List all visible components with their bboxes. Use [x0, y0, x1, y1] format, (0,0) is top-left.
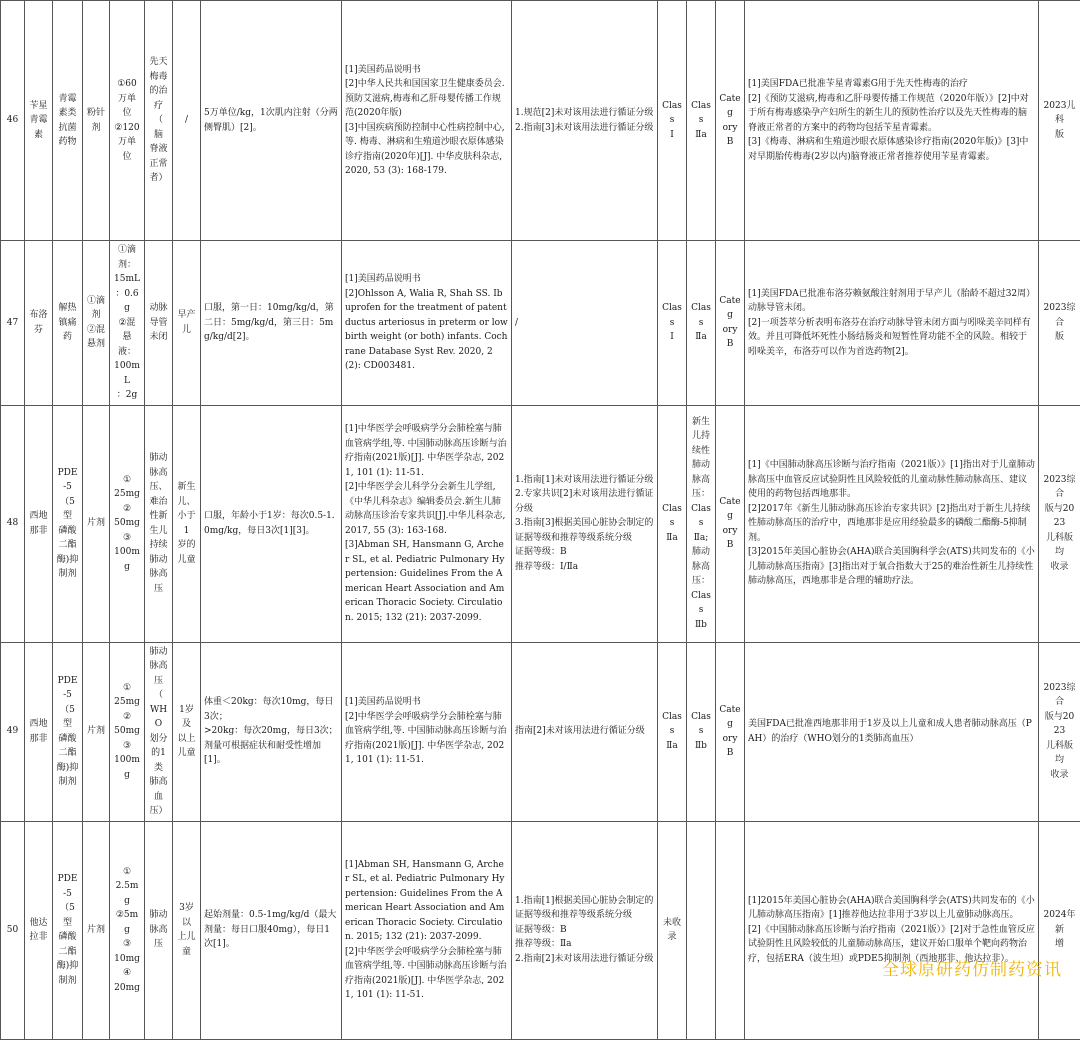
evidence-grading: 指南[2]未对该用法进行循证分级	[512, 642, 658, 821]
references: [1]中华医学会呼吸病学分会肺栓塞与肺血管病学组,等. 中国肺动脉高压诊断与治疗指南(2021版)[J]. 中华医学杂志, 2021, 101 (1): 11-51. [2]中华医学会儿科学分会新生儿学组,《中华儿科杂志》编辑委员会.新生儿肺动脉高压诊治专家共识[J].中华儿科杂志,2017, 55 (3): 163-168. [3]Abman SH, Hansmann G, Archer SL, et al. Pediatric Pulmonary Hypertension: Guidelines From the American Heart Association and American Thoracic Society. Circulation. 2015; 132 (21): 2037-2099.	[342, 405, 512, 642]
dosage-form: 片剂	[83, 642, 110, 821]
references: [1]美国药品说明书 [2]Ohlsson A, Walia R, Shah SS. Ibuprofen for the treatment of patent ductus arteriosus in preterm or low birth weight (or both) infants. Cochrane Database Syst Rev. 2020, 2 (2): CD003481.	[342, 241, 512, 406]
drug-name: 他达 拉非	[25, 821, 53, 1039]
references: [1]美国药品说明书 [2]中华人民共和国国家卫生健康委员会.预防艾滋病,梅毒和乙肝母婴传播工作规范(2020年版) [3]中国疾病预防控制中心性病控制中心,等. 梅毒、淋病和生殖道沙眼衣原体感染诊疗指南(2020年)[J]. 中华皮肤科杂志, 2020, 53 (3): 168-179.	[342, 1, 512, 241]
evidence-grading: 1.指南[1]根据美国心脏协会制定的证据等级和推荐等级系统分级 证据等级：B 推荐等级：Ⅱa 2.指南[2]未对该用法进行循证分级	[512, 821, 658, 1039]
drug-name: 苄星 青霉 素	[25, 1, 53, 241]
dosage: 体重＜20kg：每次10mg，每日3次； >20kg：每次20mg，每日3次；剂量可根据症状和耐受性增加[1]。	[201, 642, 342, 821]
drug-class: PDE-5 （5型 磷酸 二酯 酶)抑 制剂	[53, 642, 83, 821]
effect-class: Class Ⅱa	[658, 642, 687, 821]
evidence-level: Categ ory B	[716, 405, 745, 642]
drug-class: 青霉 素类 抗菌 药物	[53, 1, 83, 241]
effect-class: Class Ⅰ	[658, 1, 687, 241]
evidence-grading: 1.指南[1]未对该用法进行循证分级 2.专家共识[2]未对该用法进行循证分级 3.指南[3]根据美国心脏协会制定的证据等级和推荐等级系统分级 证据等级：B 推荐等级：Ⅰ/Ⅱa	[512, 405, 658, 642]
dosage: 口服，年龄小于1岁：每次0.5-1.0mg/kg，每日3次[1][3]。	[201, 405, 342, 642]
indication: 肺动 脉高 压、 难治 性新 生儿 持续 肺动 脉高 压	[145, 405, 173, 642]
table-row	[1, 642, 1080, 821]
dosage: 起始剂量：0.5-1mg/kg/d（最大剂量：每日口服40mg），每日1次[1]。	[201, 821, 342, 1039]
recommend-class: Class Ⅱa	[687, 1, 716, 241]
indication: 先天 梅毒 的治 疗 （ 脑 脊液 正常 者）	[145, 1, 173, 241]
effect-class: Class Ⅰ	[658, 241, 687, 406]
row-number: 46	[1, 1, 25, 241]
evidence-level: Categ ory B	[716, 1, 745, 241]
version: 2024年新 增	[1039, 821, 1080, 1039]
recommend-class: Class Ⅱb	[687, 642, 716, 821]
age-group: 早产 儿	[173, 241, 201, 406]
drug-class: PDE-5 （5型 磷酸 二酯 酶)抑 制剂	[53, 405, 83, 642]
table-row	[1, 1, 1080, 241]
version: 2023综合 版	[1039, 241, 1080, 406]
age-group: 1岁及 以上 儿童	[173, 642, 201, 821]
evidence-grading: 1.规范[2]未对该用法进行循证分级 2.指南[3]未对该用法进行循证分级	[512, 1, 658, 241]
notes: 美国FDA已批准西地那非用于1岁及以上儿童和成人患者肺动脉高压（PAH）的治疗（WHO划分的1类肺高血压）	[745, 642, 1039, 821]
table-body	[1, 1, 1080, 1040]
specification: ①滴 剂： 15mL ：0.6g ②混 悬 液： 100mL ：2g	[110, 241, 145, 406]
age-group: 新生 儿、 小于1 岁的 儿童	[173, 405, 201, 642]
evidence-grading: /	[512, 241, 658, 406]
table-row	[1, 241, 1080, 406]
drug-class: PDE-5 （5型 磷酸 二酯 酶)抑 制剂	[53, 821, 83, 1039]
row-number: 48	[1, 405, 25, 642]
age-group: 3岁以 上儿 童	[173, 821, 201, 1039]
evidence-level: Categ ory B	[716, 642, 745, 821]
specification: ① 2.5mg ②5mg ③ 10mg ④ 20mg	[110, 821, 145, 1039]
references: [1]Abman SH, Hansmann G, Archer SL, et al. Pediatric Pulmonary Hypertension: Guidelines From the American Heart Association and American Thoracic Society. Circulation. 2015; 132 (21): 2037-2099. [2]中华医学会呼吸病学分会肺栓塞与肺血管病学组,等. 中国肺动脉高压诊断与治疗指南(2021版)[J]. 中华医学杂志, 2021, 101 (1): 11-51.	[342, 821, 512, 1039]
specification: ① 25mg ② 50mg ③ 100mg	[110, 642, 145, 821]
row-number: 49	[1, 642, 25, 821]
dosage-form: 粉针 剂	[83, 1, 110, 241]
notes: [1]美国FDA已批准苄星青霉素G用于先天性梅毒的治疗 [2]《预防艾滋病,梅毒和乙肝母婴传播工作规范（2020年版）》[2]中对于所有梅毒感染孕产妇所生的新生儿的预防性治疗以及先天性梅毒的脑脊液正常者的方案中的药物均包括苄星青霉素。 [3]《梅毒、淋病和生殖道沙眼衣原体感染诊疗指南(2020年版)》[3]中对早期胎传梅毒(2岁以内)脑脊液正常者推荐使用苄星青霉素。	[745, 1, 1039, 241]
version: 2023综合 版与2023 儿科版均 收录	[1039, 642, 1080, 821]
dosage: 5万单位/kg，1次肌内注射（分两侧臀肌）[2]。	[201, 1, 342, 241]
notes: [1]《中国肺动脉高压诊断与治疗指南（2021版）》[1]指出对于儿童肺动脉高压中血管反应试验阴性且风险较低的儿童动脉性肺动脉高压、建议使用的药物包括西地那非。 [2]2017年《新生儿肺动脉高压诊治专家共识》[2]指出对于新生儿持续性肺动脉高压的治疗中，西地那非是应用经验最多的磷酸二酯酶-5抑制剂。 [3]2015年美国心脏协会(AHA)联合美国胸科学会(ATS)共同发布的《小儿肺动脉高压指南》[3]指出对于氧合指数大于25的难治性新生儿持续性肺动脉高压，西地那非是合理的辅助疗法。	[745, 405, 1039, 642]
row-number: 50	[1, 821, 25, 1039]
indication: 动脉 导管 未闭	[145, 241, 173, 406]
indication: 肺动 脉高 压 （ WHO 划分 的1类 肺高 血 压）	[145, 642, 173, 821]
age-group: /	[173, 1, 201, 241]
indication: 肺动 脉高 压	[145, 821, 173, 1039]
dosage: 口服，第一日：10mg/kg/d，第二日：5mg/kg/d，第三日：5mg/kg/d[2]。	[201, 241, 342, 406]
version: 2023儿科 版	[1039, 1, 1080, 241]
notes: [1]2015年美国心脏协会(AHA)联合美国胸科学会(ATS)共同发布的《小儿肺动脉高压指南》[1]推荐他达拉非用于3岁以上儿童肺动脉高压。 [2]《中国肺动脉高压诊断与治疗指南（2021版）》[2]对于急性血管反应试验阴性且风险较低的儿童肺动脉高压，建议开始口服单个靶向药物治疗，包括ERA（波生坦）或PDE5抑制剂（西地那非、他达拉非）。	[745, 821, 1039, 1039]
row-number: 47	[1, 241, 25, 406]
drug-class: 解热 镇痛 药	[53, 241, 83, 406]
notes: [1]美国FDA已批准布洛芬赖氨酸注射剂用于早产儿（胎龄不超过32周）动脉导管未闭。 [2]一项荟萃分析表明布洛芬在治疗动脉导管未闭方面与吲哚美辛同样有效。并且可降低坏死性小肠结肠炎和短暂性肾功能不全的风险。相较于吲哚美辛，布洛芬可以作为首选药物[2]。	[745, 241, 1039, 406]
effect-class: Class Ⅱa	[658, 405, 687, 642]
table-row	[1, 821, 1080, 1039]
dosage-form: ①滴 剂 ②混 悬剂	[83, 241, 110, 406]
dosage-form: 片剂	[83, 821, 110, 1039]
drug-name: 西地 那非	[25, 642, 53, 821]
evidence-level: Categ ory B	[716, 241, 745, 406]
watermark-text: 全球原研药仿制药资讯	[882, 955, 1062, 980]
specification: ①60 万单 位 ②120 万单 位	[110, 1, 145, 241]
recommend-class: Class Ⅱa	[687, 241, 716, 406]
drug-name: 西地 那非	[25, 405, 53, 642]
specification: ① 25mg ② 50mg ③ 100mg	[110, 405, 145, 642]
table-row	[1, 405, 1080, 642]
recommend-class	[687, 821, 716, 1039]
drug-name: 布洛 芬	[25, 241, 53, 406]
references: [1]美国药品说明书 [2]中华医学会呼吸病学分会肺栓塞与肺血管病学组,等. 中国肺动脉高压诊断与治疗指南(2021版)[J]. 中华医学杂志, 2021, 101 (1): 11-51.	[342, 642, 512, 821]
effect-class: 未收 录	[658, 821, 687, 1039]
evidence-level	[716, 821, 745, 1039]
recommend-class: 新生 儿持 续性 肺动 脉高 压： Class Ⅱa; 肺动 脉高 压： Class Ⅱb	[687, 405, 716, 642]
version: 2023综合 版与2023 儿科版均 收录	[1039, 405, 1080, 642]
dosage-form: 片剂	[83, 405, 110, 642]
